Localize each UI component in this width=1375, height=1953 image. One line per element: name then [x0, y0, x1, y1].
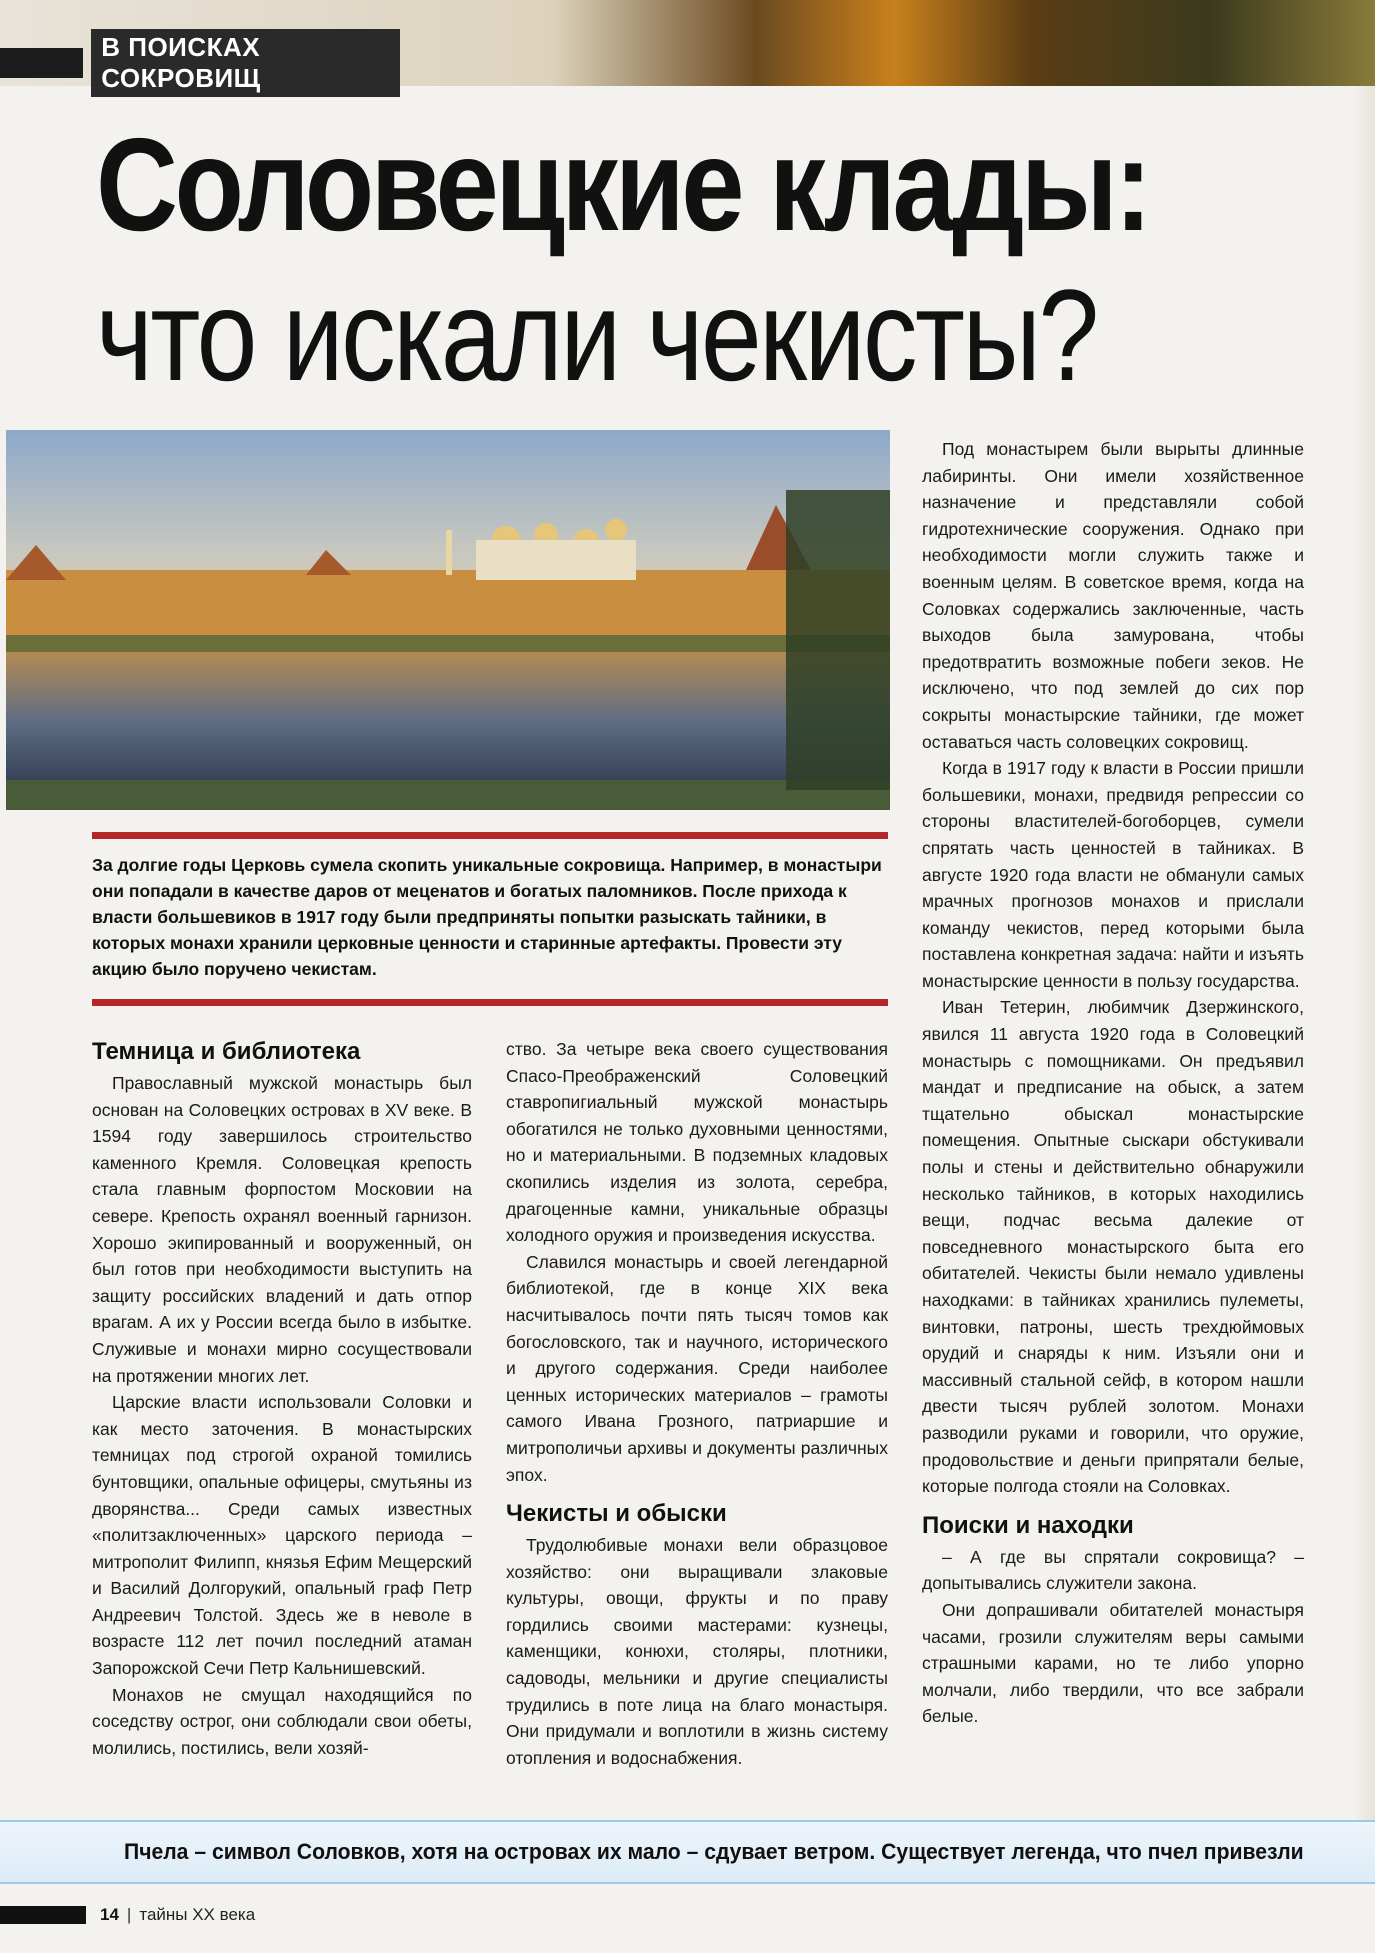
page-edge-shadow [1353, 86, 1375, 1826]
page-footer [0, 1899, 255, 1931]
heading-temnitsa: Темница и библиотека [92, 1038, 361, 1065]
article-title [96, 110, 1296, 410]
section-tag-label: В ПОИСКАХ СОКРОВИЩ [91, 29, 400, 97]
footer-separator: | [126, 1905, 132, 1924]
paragraph: Иван Тетерин, любимчик Дзержинского, явился 11 августа 1920 года в Соловецкий монастырь с помощниками. Он предъявил мандат и предписание на обыск, а затем тщательно обыскал монастырские помещения. Опытные сыскари обстукивали полы и стены и действительно обнаружили несколько тайников, в которых находились вещи, подчас весьма далекие от повседневного монастырского быта его обитателей. Чекисты были немало удивлены находками: в тайниках хранились пулеметы, винтовки, патроны, шесть трехдюймовых орудий и снаряды к ним. Изъяли они и массивный стальной сейф, в котором нашли двести тысяч рублей золотом. Монахи разводили руками и говорили, что оружие, продовольствие и деньги припрятали белые, которые полгода стояли на Соловках. [922, 997, 1304, 1497]
heading-poiski: Поиски и находки [922, 1511, 1134, 1539]
monastery-illustration [6, 430, 890, 810]
paragraph: Когда в 1917 году к власти в России пришли большевики, монахи, предвидя репрессии со стороны властителей-богоборцев, сумели спрятать часть ценностей в тайниках. В августе 1920 года власти не обманули самых мрачных прогнозов монахов и прислали команду чекистов, перед которыми была поставлена конкретная задача: найти и изъять монастырские ценности в пользу государства. [922, 758, 1304, 991]
paragraph: Под монастырем были вырыты длинные лабиринты. Они имели хозяйственное назначение и представляли собой гидротехнические сооружения. Однако при необходимости могли служить также и военным целям. В советское время, когда на Соловках содержались заключенные, часть выходов была замурована, чтобы предотвратить возможные побеги зеков. Не исключено, что под землей до сих пор сокрыты монастырские тайники, где может оставаться часть соловецких сокровищ. [922, 439, 1304, 752]
paragraph: ство. За четыре века своего существования Спасо-Преображенский Соловецкий ставропигиальный мужской монастырь обогатился не только духовными ценностями, но и материальными. В подземных кладовых скопились изделия из золота, серебра, драгоценные камни, уникальные образцы холодного оружия и произведения искусства. [506, 1039, 888, 1246]
lede-top-rule [92, 832, 888, 839]
heading-chekisty: Чекисты и обыски [506, 1500, 727, 1528]
lede-bottom-rule [92, 999, 888, 1006]
paragraph: – А где вы спрятали сокровища? – допытывались служители закона. [922, 1546, 1304, 1594]
paragraph: Славился монастырь и своей легендарной библиотекой, где в конце XIX века насчитывалось почти пять тысяч томов как богословского, так и научного, исторического и другого содержания. Среди наиболее ценных исторических материалов – грамоты самого Ивана Грозного, патриаршие и митрополичьи архивы и документы различных эпох. [506, 1251, 888, 1485]
column-1 [92, 1036, 472, 1761]
paragraph: Православный мужской монастырь был основан на Соловецких островах в XV веке. В 1594 году завершилось строительство каменного Кремля. Соловецкая крепость стала главным форпостом Московии на севере. Крепость охранял военный гарнизон. Хорошо экипированный и вооруженный, он был готов при необходимости выступить на защиту российских владений и дать отпор врагам. А их у России всегда было в избытке. Служивые и монахи мирно сосуществовали на протяжении многих лет. [92, 1073, 472, 1386]
magazine-name: тайны XX века [139, 1905, 256, 1924]
title-line-2: что искали чекисты? [96, 262, 1097, 408]
page-number: 14 [100, 1905, 119, 1924]
section-tag-bar [0, 48, 83, 78]
paragraph: Царские власти использовали Соловки и как место заточения. В монастырских темницах под строгой охраной томились бунтовщики, опальные офицеры, смутьяны из дворянства... Среди самых известных «политзаключенных» царского периода – митрополит Филипп, князья Ефим Мещерский и Василий Долгорукий, опальный граф Петр Андреевич Толстой. Здесь же в неволе в возрасте 112 лет почил последний атаман Запорожской Сечи Петр Кальнишевский. [92, 1392, 472, 1679]
section-tag [0, 32, 400, 93]
column-3 [922, 436, 1304, 1730]
paragraph: Они допрашивали обитателей монастыря часами, грозили служителям веры самыми страшными карами, но те либо упорно молчали, либо твердили, что все забрали белые. [922, 1599, 1304, 1727]
monastery-photo [6, 430, 890, 810]
footer-bar [0, 1906, 86, 1924]
title-line-1: Соловецкие клады: [96, 111, 1149, 258]
paragraph: Монахов не смущал находящийся по соседству острог, они соблюдали свои обеты, молились, постились, вели хозяй- [92, 1684, 472, 1758]
bee-fact-text: Пчела – символ Соловков, хотя на островах их мало – сдувает ветром. Существует легенда, что пчел привезли [124, 1839, 1304, 1864]
bee-fact-band [0, 1820, 1375, 1884]
column-2 [506, 1036, 888, 1771]
paragraph: Трудолюбивые монахи вели образцовое хозяйство: они выращивали злаковые культуры, овощи, фрукты и по праву гордились своими мастерами: кузнецы, каменщики, конюхи, столяры, плотники, садоводы, мельники и другие специалисты трудились в поте лица на благо монастыря. Они придумали и воплотили в жизнь систему отопления и водоснабжения. [506, 1535, 888, 1768]
article-lede: За долгие годы Церковь сумела скопить уникальные сокровища. Например, в монастыри они попадали в качестве даров от меценатов и богатых паломников. После прихода к власти большевиков в 1917 году были предприняты попытки разыскать тайники, в которых монахи хранили церковные ценности и старинные артефакты. Провести эту акцию было поручено чекистам. [92, 855, 882, 979]
